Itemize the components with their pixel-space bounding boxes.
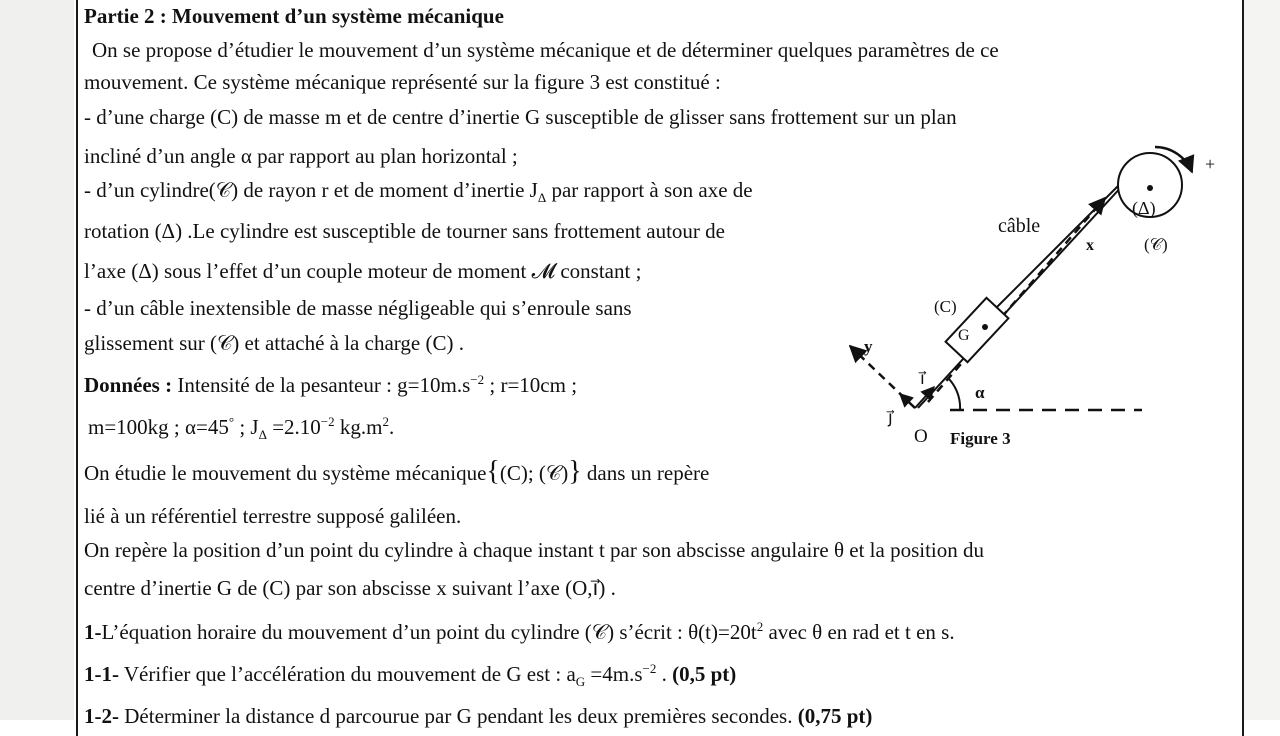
delta-subscript: Δ	[537, 190, 547, 206]
donnees-line-2-b: ; J	[234, 415, 259, 439]
donnees-label: Données :	[84, 373, 173, 397]
question-1-2	[84, 702, 872, 730]
donnees-line-2-c: =2.10	[266, 415, 321, 439]
y-axis-label: y	[864, 337, 873, 356]
donnees-line-2	[88, 413, 394, 441]
question-1-exp: 2	[756, 619, 764, 634]
etude-line-1	[84, 456, 710, 487]
question-1-1-c: .	[656, 662, 673, 686]
question-1-2-number: 1-2-	[84, 704, 119, 728]
center-label: G	[958, 327, 970, 344]
donnees-exp-3: 2	[382, 414, 389, 429]
question-1-1-b: =4m.s	[585, 662, 643, 686]
cylinder-symbol: (𝒞)	[208, 178, 239, 202]
etude-line-4: centre d’inertie G de (C) par son abscisse x suivant l’axe (O,i⃗) .	[84, 576, 616, 600]
question-1-number: 1-	[84, 620, 102, 644]
cylinder-label: (𝒞)	[1144, 235, 1168, 254]
unit-vector-j	[900, 394, 915, 408]
figure-caption: Figure 3	[950, 429, 1011, 448]
etude-line-1-b: dans un repère	[581, 461, 710, 485]
donnees-line-2-d: kg.m	[334, 415, 383, 439]
rotation-sign: +	[1205, 154, 1216, 174]
question-1-b: avec θ en rad et t en s.	[763, 620, 955, 644]
origin-label: O	[914, 426, 928, 447]
donnees-line-1-a: Intensité de la pesanteur : g=10m.s	[172, 373, 471, 397]
question-1-1-number: 1-1-	[84, 662, 119, 686]
brace-close: }	[568, 456, 582, 487]
brace-open: {	[486, 456, 500, 487]
intro-line-7-a: l’axe (Δ) sous l’effet d’un couple moteur de moment	[84, 259, 532, 283]
moment-symbol: 𝓜	[531, 259, 556, 283]
angle-arc	[948, 378, 960, 410]
section-title: Partie 2 : Mouvement d’un système mécanique	[84, 4, 504, 28]
charge-label: (C)	[934, 297, 957, 316]
intro-line-1: On se propose d’étudier le mouvement d’un système mécanique et de déterminer quelques paramètres de ce	[92, 38, 999, 62]
unit-j-label: j⃗	[888, 408, 893, 427]
question-1	[84, 618, 955, 646]
question-1-1-a: Vérifier que l’accélération du mouvement de G est : a	[119, 662, 576, 686]
intro-line-4: incliné d’un angle α par rapport au plan horizontal ;	[84, 144, 518, 168]
etude-line-2: lié à un référentiel terrestre supposé galiléen.	[84, 504, 462, 528]
cylinder-axis-dot	[1147, 185, 1153, 191]
donnees-exp-1: −2	[470, 372, 485, 387]
degree-symbol: °	[228, 414, 235, 429]
figure-3-diagram	[830, 140, 1230, 460]
donnees-line-2-a: m=100kg ; α=45	[88, 415, 229, 439]
unit-i-label: i⃗	[920, 369, 925, 388]
intro-line-3: - d’une charge (C) de masse m et de centre d’inertie G susceptible de glisser sans frottement sur un plan	[84, 105, 957, 129]
intro-line-7-b: constant ;	[555, 259, 642, 283]
intro-line-5-c: par rapport à son axe de	[546, 178, 753, 202]
inclined-plane	[918, 172, 1135, 408]
etude-line-3: On repère la position d’un point du cylindre à chaque instant t par son abscisse angulaire θ et la position du	[84, 538, 984, 562]
intro-line-5-b: de rayon r et de moment d’inertie J	[238, 178, 538, 202]
intro-line-8: - d’un câble inextensible de masse négligeable qui s’enroule sans	[84, 296, 632, 320]
delta-subscript-2: Δ	[258, 427, 267, 443]
page-edge-left	[0, 0, 74, 720]
intro-line-5	[84, 176, 753, 204]
cable-label: câble	[998, 215, 1041, 237]
center-of-mass-dot	[982, 324, 988, 330]
question-1-1-exp: −2	[642, 661, 657, 676]
system-symbol: (C); (𝒞)	[499, 461, 569, 485]
question-1-2-a: Déterminer la distance d parcourue par G pendant les deux premières secondes.	[119, 704, 798, 728]
donnees-line-2-e: .	[388, 415, 395, 439]
question-1-2-points: (0,75 pt)	[797, 704, 873, 728]
question-1-a: L’équation horaire du mouvement d’un point du cylindre (𝒞) s’écrit : θ(t)=20t	[101, 620, 757, 644]
intro-line-9: glissement sur (𝒞) et attaché à la charge (C) .	[84, 331, 464, 355]
question-1-1-sub: G	[575, 674, 586, 690]
angle-label: α	[975, 383, 985, 402]
donnees-line-1	[84, 371, 577, 399]
intro-line-6: rotation (Δ) .Le cylindre est susceptible de tourner sans frottement autour de	[84, 219, 725, 243]
intro-line-2: mouvement. Ce système mécanique représenté sur la figure 3 est constitué :	[84, 70, 721, 94]
page-edge-right	[1244, 0, 1280, 720]
donnees-line-1-b: ; r=10cm ;	[484, 373, 578, 397]
intro-line-5-a: - d’un cylindre	[84, 178, 209, 202]
delta-axis-label: (Δ)	[1132, 198, 1156, 218]
x-axis-label: x	[1086, 237, 1094, 254]
question-1-1-points: (0,5 pt)	[672, 662, 737, 686]
question-1-1	[84, 660, 736, 688]
etude-line-1-a: On étudie le mouvement du système mécanique	[84, 461, 487, 485]
intro-line-7	[84, 257, 641, 285]
donnees-exp-2: −2	[320, 414, 335, 429]
